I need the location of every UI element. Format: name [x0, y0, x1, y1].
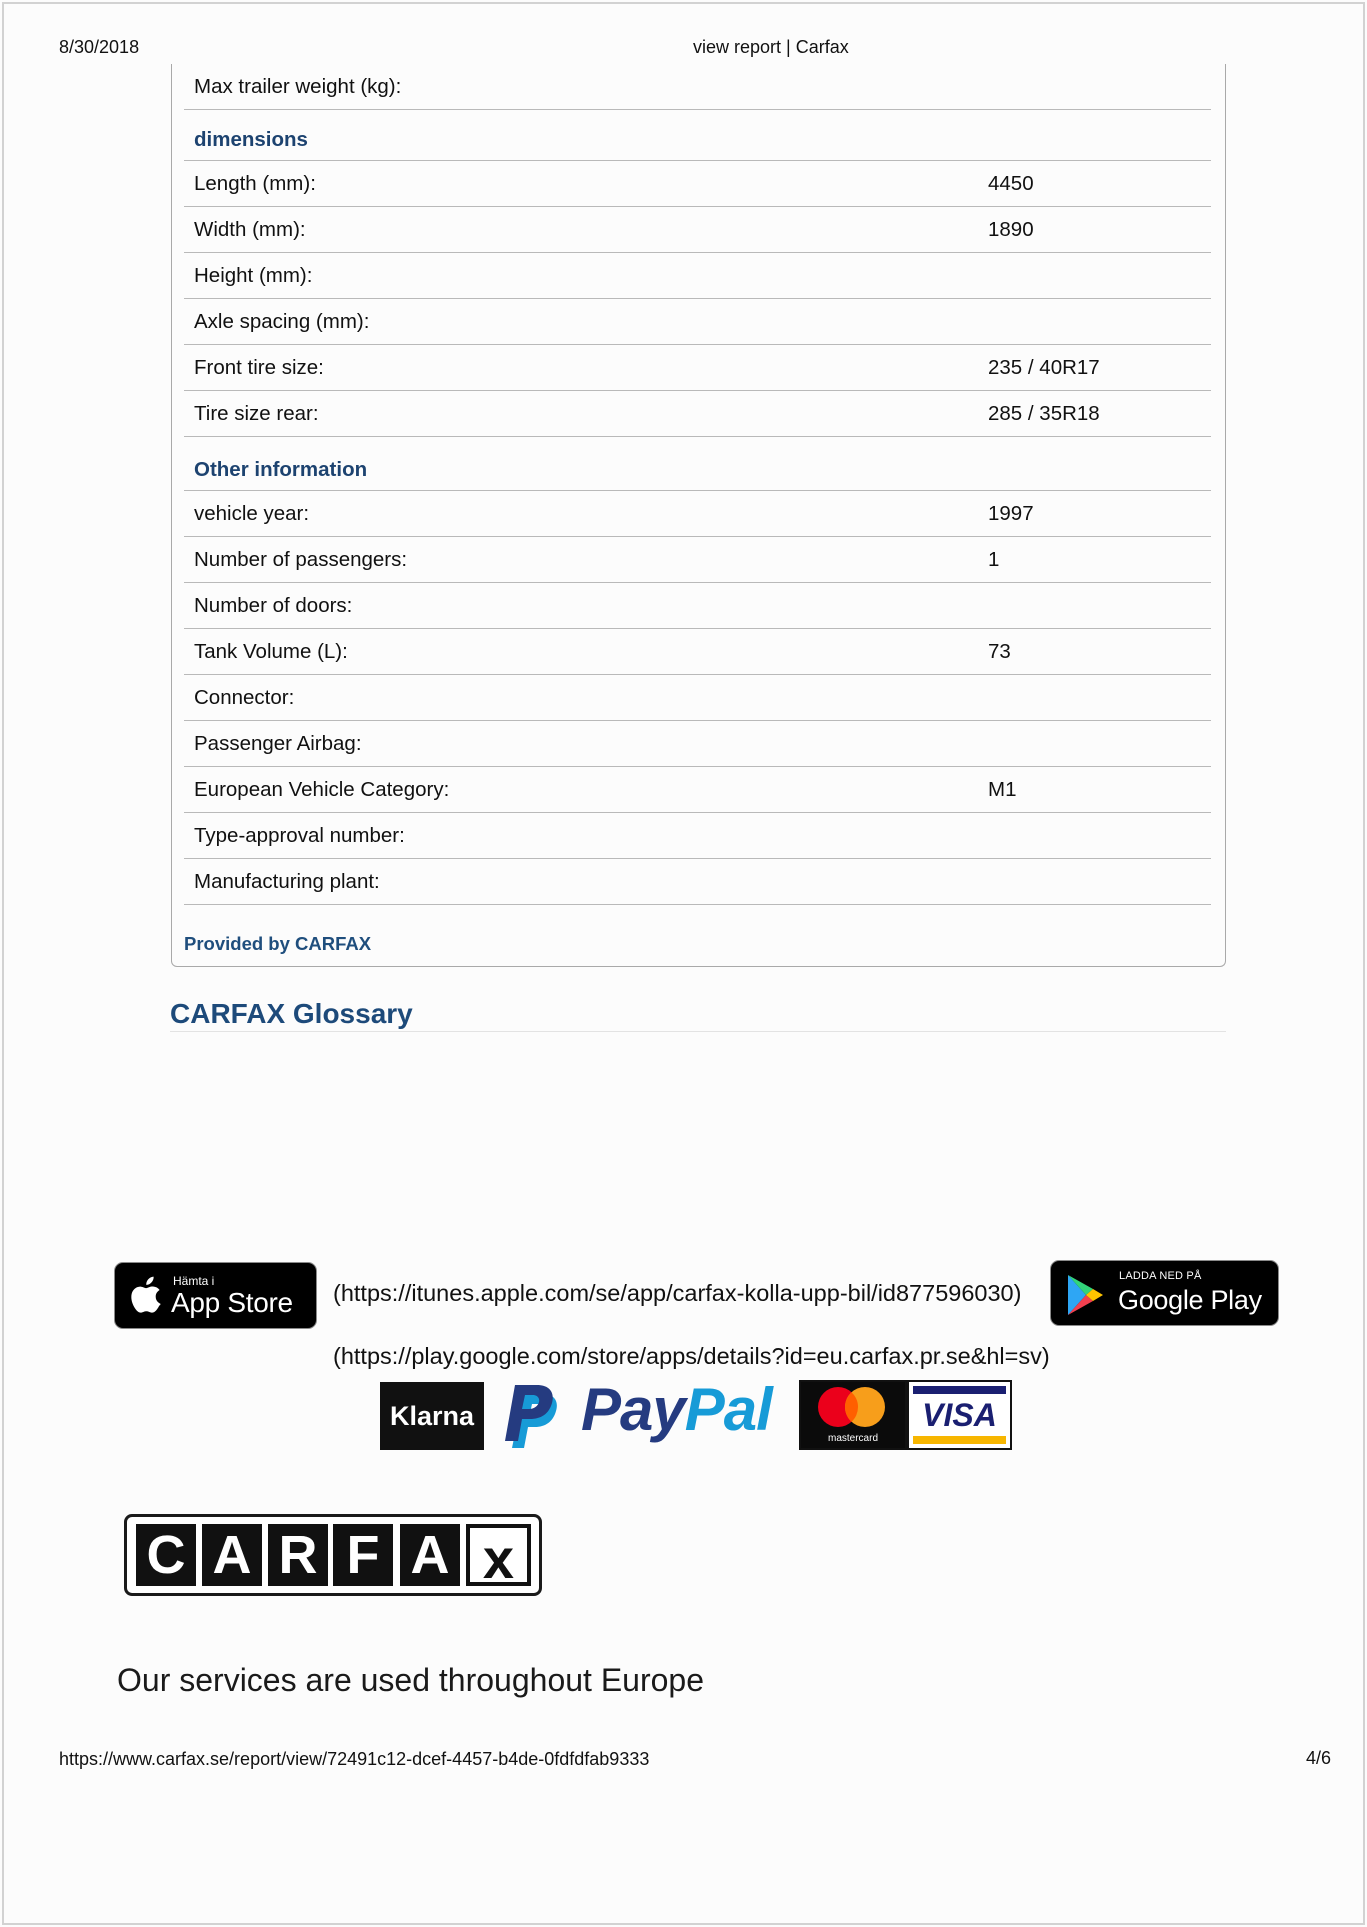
print-date: 8/30/2018	[59, 37, 140, 57]
klarna-logo-text: Klarna	[389, 1400, 475, 1431]
spec-label: Length (mm):	[194, 171, 316, 195]
row-passenger-airbag	[184, 721, 1211, 767]
apple-icon	[131, 1276, 163, 1314]
spec-value: 1890	[988, 217, 1034, 241]
mastercard-logo	[799, 1380, 907, 1450]
logo-letter-x: x	[466, 1524, 531, 1586]
google-play-badge[interactable]	[1050, 1260, 1279, 1326]
row-manufacturing-plant	[184, 859, 1211, 905]
spec-label: vehicle year:	[194, 501, 310, 525]
row-type-approval-number	[184, 813, 1211, 859]
row-vehicle-year	[184, 491, 1211, 537]
glossary-heading: CARFAX Glossary	[170, 998, 413, 1029]
spec-label: Front tire size:	[194, 355, 324, 379]
spec-value: M1	[988, 777, 1017, 801]
visa-bottom-band	[913, 1436, 1006, 1444]
row-height	[184, 253, 1211, 299]
mastercard-label: mastercard	[827, 1433, 878, 1444]
row-front-tire-size	[184, 345, 1211, 391]
spec-label: Height (mm):	[194, 263, 313, 287]
row-width	[184, 207, 1211, 253]
glossary-divider	[170, 1031, 1226, 1032]
logo-letter: R	[268, 1524, 328, 1586]
row-connector	[184, 675, 1211, 721]
app-store-small-text: Hämta i	[173, 1274, 215, 1288]
section-title: dimensions	[194, 128, 308, 151]
app-store-link[interactable]: (https://itunes.apple.com/se/app/carfax-kolla-upp-bil/id877596030)	[333, 1280, 1022, 1306]
row-tire-size-rear	[184, 391, 1211, 437]
provided-by-note: Provided by CARFAX	[184, 933, 372, 954]
spec-value: 1	[988, 547, 1000, 571]
logo-letter: A	[202, 1524, 262, 1586]
klarna-logo	[380, 1382, 484, 1450]
google-play-link[interactable]: (https://play.google.com/store/apps/details?id=eu.carfax.pr.se&hl=sv)	[333, 1343, 1050, 1369]
spec-label: Passenger Airbag:	[194, 731, 362, 755]
visa-logo	[907, 1380, 1012, 1450]
row-number-of-doors	[184, 583, 1211, 629]
spec-table	[184, 64, 1211, 905]
logo-letter: F	[333, 1524, 393, 1586]
paypal-p-icon	[501, 1382, 561, 1450]
tagline: Our services are used throughout Europe	[117, 1662, 704, 1698]
row-axle-spacing	[184, 299, 1211, 345]
row-tank-volume	[184, 629, 1211, 675]
spec-value: 73	[988, 639, 1011, 663]
spec-card	[171, 64, 1226, 967]
row-max-trailer-weight	[184, 64, 1211, 110]
row-european-vehicle-category	[184, 767, 1211, 813]
google-play-icon	[1065, 1273, 1105, 1317]
section-title: Other information	[194, 457, 368, 481]
visa-label: VISA	[922, 1397, 997, 1433]
spec-label: Max trailer weight (kg):	[194, 74, 402, 98]
logo-letter: A	[400, 1524, 460, 1586]
spec-label: Tank Volume (L):	[194, 639, 348, 663]
google-play-small-text: LADDA NED PÅ	[1119, 1270, 1202, 1282]
row-length	[184, 161, 1211, 207]
spec-label: European Vehicle Category:	[194, 777, 450, 801]
spec-label: Axle spacing (mm):	[194, 309, 370, 333]
section-heading-other-information	[184, 437, 1211, 491]
spec-label: Number of doors:	[194, 593, 353, 617]
footer-url: https://www.carfax.se/report/view/72491c12-dcef-4457-b4de-0fdfdfab9333	[59, 1749, 650, 1769]
spec-value: 285 / 35R18	[988, 401, 1100, 425]
row-number-of-passengers	[184, 537, 1211, 583]
paypal-pay-text: Pay	[581, 1376, 685, 1443]
spec-value: 4450	[988, 171, 1034, 195]
carfax-logo	[124, 1514, 542, 1596]
print-title: view report | Carfax	[693, 37, 849, 57]
spec-label: Connector:	[194, 685, 295, 709]
visa-top-band	[913, 1386, 1006, 1394]
spec-value: 1997	[988, 501, 1034, 525]
section-heading-dimensions	[184, 110, 1211, 161]
spec-label: Number of passengers:	[194, 547, 408, 571]
app-store-name: App Store	[171, 1287, 293, 1318]
spec-label: Width (mm):	[194, 217, 306, 241]
spec-label: Tire size rear:	[194, 401, 319, 425]
spec-value: 235 / 40R17	[988, 355, 1100, 379]
google-play-name: Google Play	[1118, 1285, 1262, 1315]
spec-label: Manufacturing plant:	[194, 869, 380, 893]
app-store-badge[interactable]	[114, 1262, 317, 1329]
logo-letter: C	[136, 1524, 196, 1586]
paypal-pal-text: Pal	[684, 1376, 772, 1443]
spec-label: Type-approval number:	[194, 823, 405, 847]
page-number: 4/6	[1305, 1748, 1331, 1768]
paypal-wordmark	[581, 1376, 772, 1443]
